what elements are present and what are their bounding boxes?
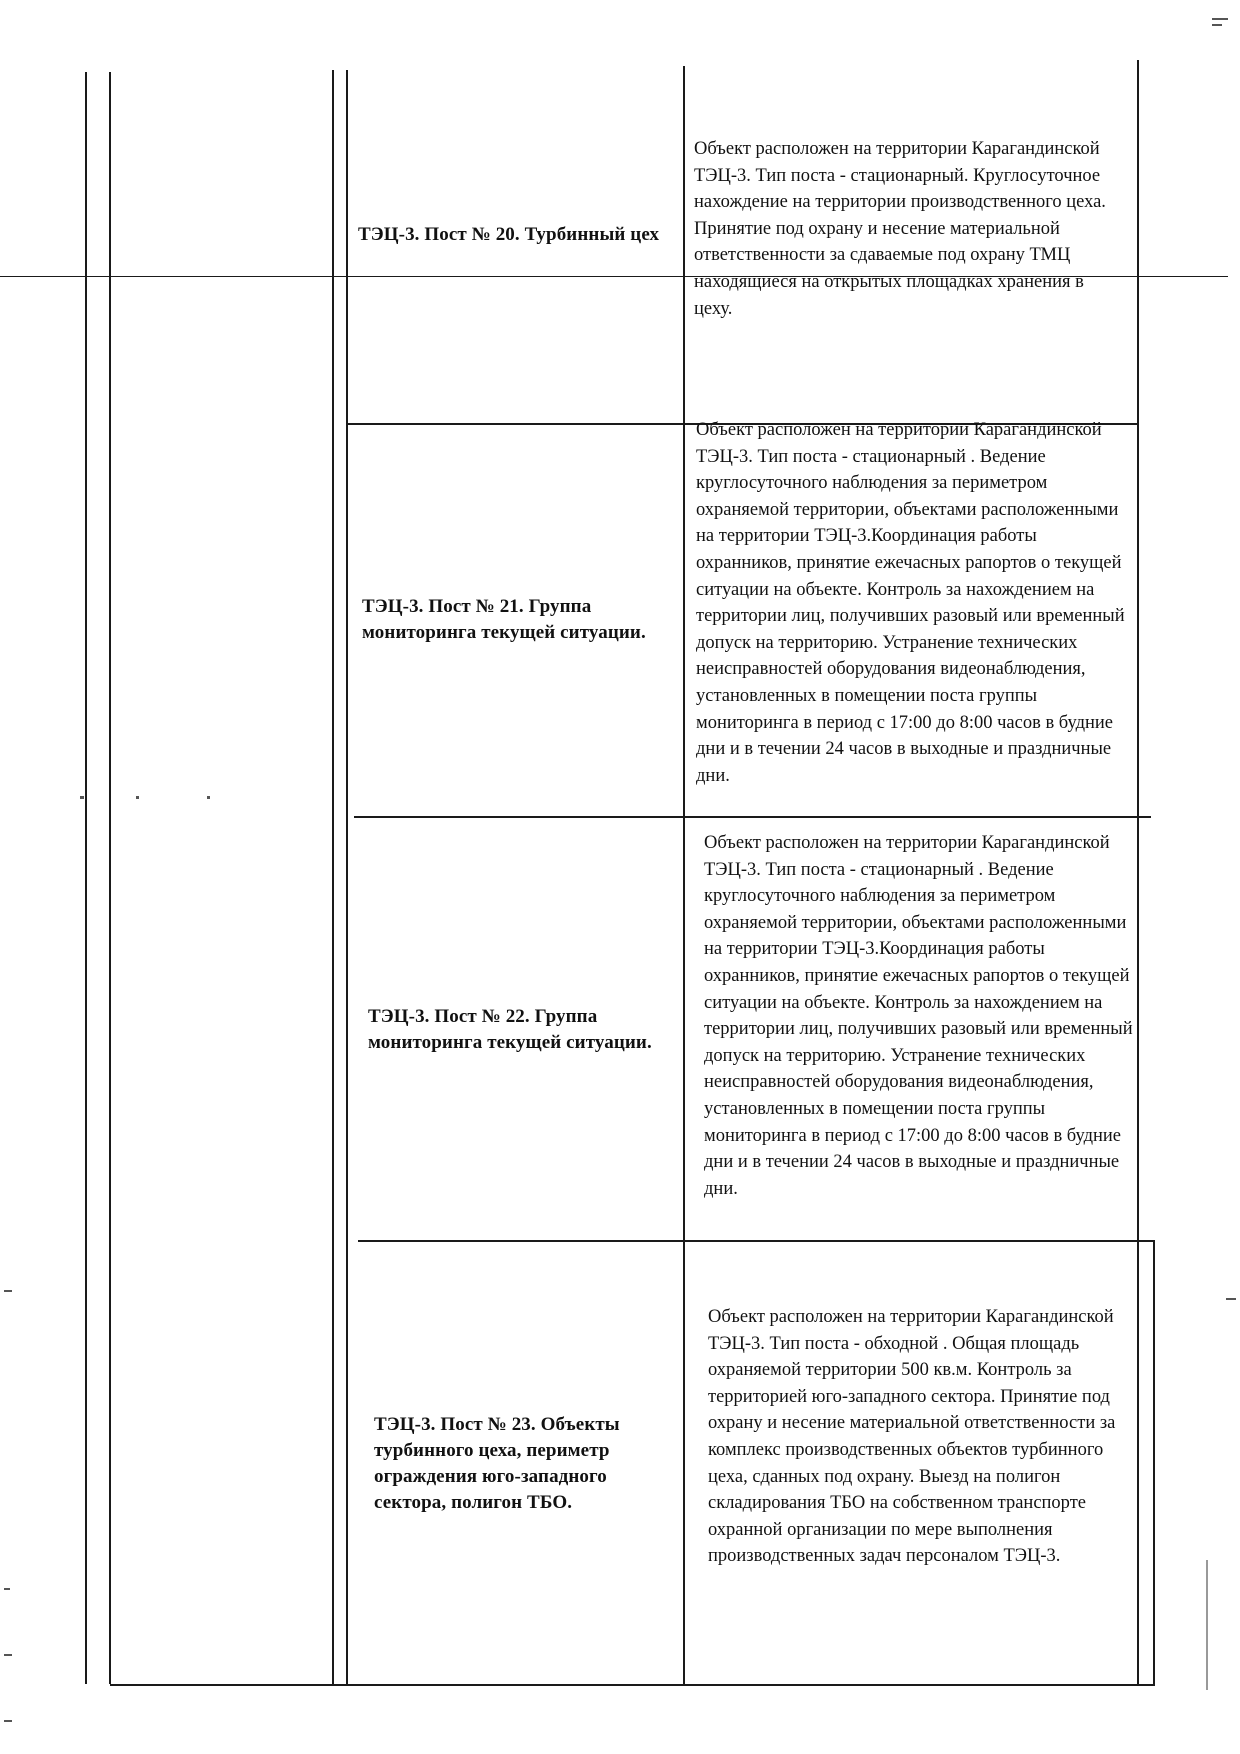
scan-speck — [4, 1588, 10, 1590]
post-21-description: Объект расположен на территории Карагандинской ТЭЦ-3. Тип поста - стационарный . Ведение круглосуточного наблюдения за периметром охраняемой территории, объектами расположенными на территории ТЭЦ-3.Координация работы охранников, принятие ежечасных рапортов о текущей ситуации на объекте. Контроль за нахождением на территории лиц, получивших разовый или временный допуск на территорию. Устранение технических неисправностей оборудования видеонаблюдения, установленных в помещении поста группы мониторинга в период с 17:00 до 8:00 часов в будние дни и в течении 24 часов в выходные и праздничные дни. — [696, 420, 1125, 786]
post-23-title: ТЭЦ-3. Пост № 23. Объекты турбинного цеха, периметр ограждения юго-западного сектора, полигон ТБО. — [374, 1414, 620, 1513]
post-20-description: Объект расположен на территории Карагандинской ТЭЦ-3. Тип поста - стационарный. Круглосуточное нахождение на территории производственного цеха. Принятие под охрану и несение материальной ответственности за сдаваемые под охрану ТМЦ находящиеся на открытых площадках хранения в цеху. — [694, 139, 1106, 319]
post-21-title: ТЭЦ-3. Пост № 21. Группа мониторинга текущей ситуации. — [362, 596, 646, 643]
post-22-description: Объект расположен на территории Карагандинской ТЭЦ-3. Тип поста - стационарный . Ведение круглосуточного наблюдения за периметром охраняемой территории, объектами расположенными на территории ТЭЦ-3.Координация работы охранников, принятие ежечасных рапортов о текущей ситуации на объекте. Контроль за нахождением на территории лиц, получивших разовый или временный допуск на территорию. Устранение технических неисправностей оборудования видеонаблюдения, установленных в помещении поста группы мониторинга в период с 17:00 до 8:00 часов в будние дни и в течении 24 часов в выходные и праздничные дни. — [704, 833, 1133, 1199]
scan-speck — [4, 1720, 12, 1722]
table-column-divider-1 — [109, 72, 111, 1684]
table-column-divider-2 — [332, 70, 334, 1684]
scan-speck — [80, 796, 84, 799]
scan-speck — [4, 1654, 12, 1656]
post-20-title: ТЭЦ-3. Пост № 20. Турбинный цех — [358, 224, 660, 245]
post-23-description: Объект расположен на территории Карагандинской ТЭЦ-3. Тип поста - обходной . Общая площадь охраняемой территории 500 кв.м. Контроль за территорией юго-западного сектора. Принятие под охрану и несение материальной ответственности за комплекс производственных объектов турбинного цеха, сданных под охрану. Выезд на полигон складирования ТБО на собственном транспорте охранной организации по мере выполнения производственных задач персоналом ТЭЦ-3. — [708, 1307, 1116, 1567]
table-border-right-outer — [1153, 1240, 1155, 1684]
scan-speck — [4, 1290, 12, 1292]
scan-speck — [136, 796, 139, 799]
table-border-left — [85, 72, 87, 1684]
table-column-divider-3 — [346, 70, 348, 1684]
scan-speck — [1206, 1560, 1208, 1690]
scan-speck — [1226, 1298, 1236, 1300]
scan-speck — [1212, 24, 1222, 26]
table-border-bottom — [110, 1684, 1155, 1686]
scan-speck — [207, 796, 210, 799]
row-divider-22-23 — [358, 1240, 1153, 1242]
row-divider-21-22 — [354, 816, 1151, 818]
scan-speck — [1212, 18, 1228, 20]
post-22-title: ТЭЦ-3. Пост № 22. Группа мониторинга текущей ситуации. — [368, 1006, 652, 1053]
table-column-divider-4 — [683, 66, 685, 1684]
